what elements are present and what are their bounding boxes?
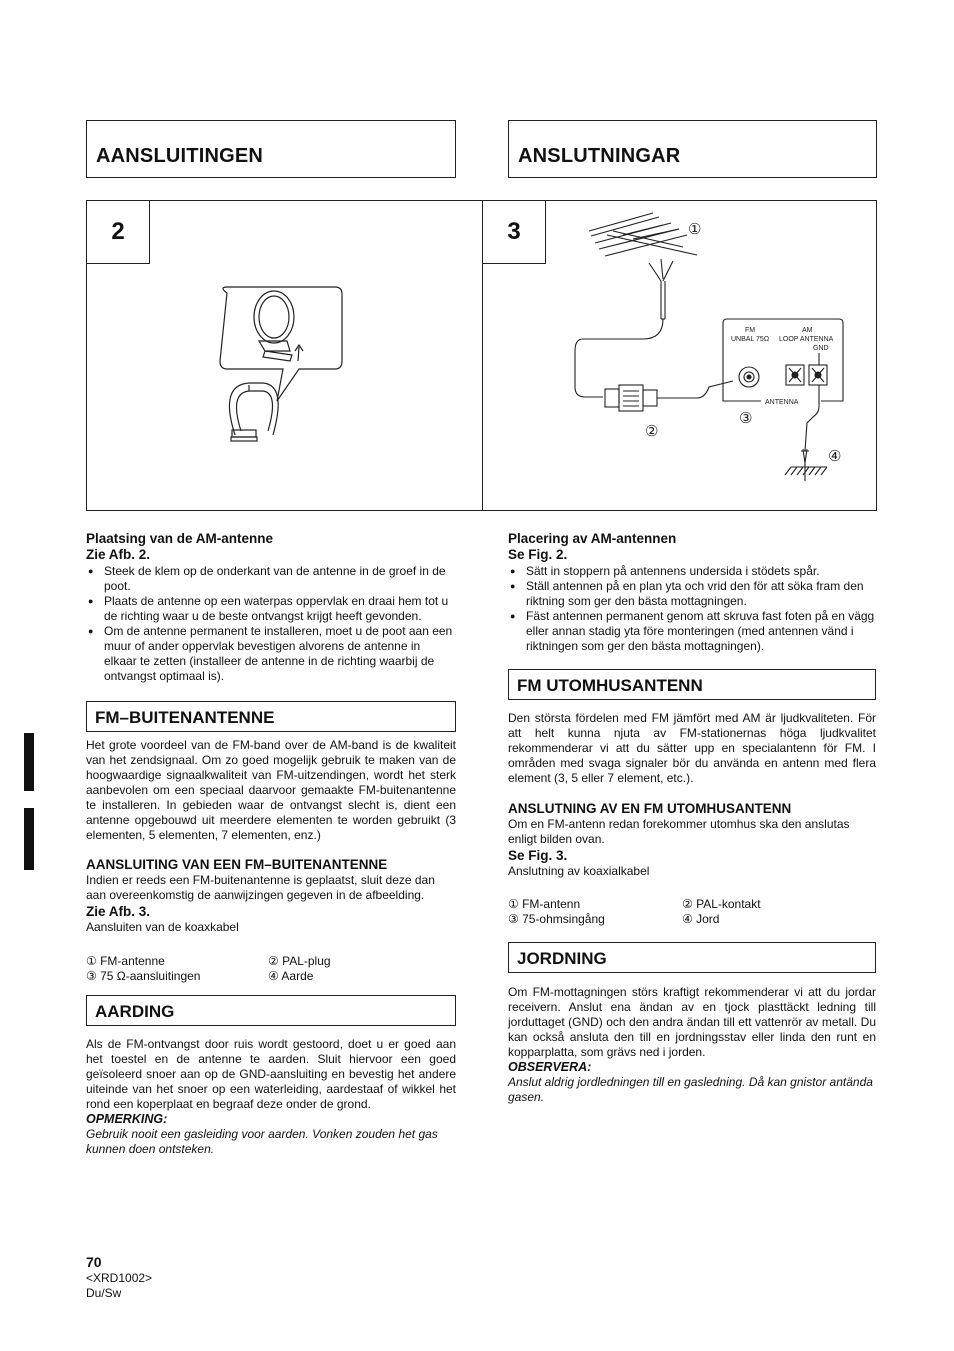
legend-item: ③ 75-ohmsingång <box>508 912 605 926</box>
header-right-box <box>508 120 877 178</box>
right-ground-title: JORDNING <box>517 949 607 968</box>
right-conn-sub: Anslutning av koaxialkabel <box>508 864 650 878</box>
callout-2: ② <box>645 423 659 440</box>
callout-3: ③ <box>739 410 753 427</box>
left-ground-title-box <box>86 995 456 1026</box>
left-conn-text: Indien er reeds een FM-buitenantenne is geplaatst, sluit deze dan aan overeenkomstig de aanwijzingen gegeven in de afbeelding. <box>86 873 435 902</box>
callout-4: ④ <box>828 448 842 465</box>
am-loop-antenna-illustration <box>87 201 482 510</box>
left-fm-title: FM–BUITENANTENNE <box>95 708 275 727</box>
left-connection-section <box>86 857 456 935</box>
left-fm-title-box <box>86 701 456 732</box>
panel-am-label: AM <box>802 327 813 334</box>
right-fm-title-box <box>508 669 876 700</box>
legend-item: ④ Aarde <box>268 969 314 983</box>
left-am-ref: Zie Afb. 2. <box>86 547 151 562</box>
figure-2-number: 2 <box>87 201 150 264</box>
right-note-label: OBSERVERA: <box>508 1060 592 1074</box>
panel-gnd-label: GND <box>813 345 829 352</box>
page-number: 70 <box>86 1254 102 1270</box>
figure-3-number: 3 <box>483 201 546 264</box>
right-ground-text: Om FM-mottagningen störs kraftigt rekommenderar vi att du jordar receivern. Anslut ena ändan av en tjock plasttäckt ledning till jorduttaget (GND) och den andra ändan till ett vattenrör av metall. Du kan också ansluta den till en jordningsstav eller linda den runt en kopparplatta, som grävs ned i jorden. <box>508 985 876 1059</box>
panel-unbal-label: UNBAL 75Ω <box>731 336 770 343</box>
right-connection-section <box>508 801 876 879</box>
right-note-text: Anslut aldrig jordledningen till en gasledning. Då kan gnistor antända gasen. <box>508 1075 873 1104</box>
left-note-label: OPMERKING: <box>86 1112 168 1126</box>
header-left-title: AANSLUITINGEN <box>96 145 264 167</box>
left-conn-heading: AANSLUITING VAN EEN FM–BUITENANTENNE <box>86 857 388 872</box>
right-am-section <box>508 531 877 654</box>
panel-fm-label: FM <box>745 327 756 334</box>
legend-item: ② PAL-plug <box>268 954 331 968</box>
right-ground-section <box>508 985 876 1105</box>
left-conn-ref: Zie Afb. 3. <box>86 904 151 919</box>
list-item: ● Ställ antennen på en plan yta och vrid den för att söka fram den riktning som ger den bästa mottagningen. <box>508 579 877 609</box>
figure-2 <box>86 200 483 511</box>
doc-code: <XRD1002> <box>86 1271 153 1285</box>
left-fm-text: Het grote voordeel van de FM-band over de AM-band is de kwaliteit van het zendsignaal. Om zo goed mogelijk gebruik te maken van de hoogwaardige signaalkwaliteit van FM-uitzendingen, wordt het sterk aanbevolen om een speciaal daarvoor gemaakte FM-buitenantenne te installeren. In gebieden waar de ontvangst slecht is, dient een antenne opgebouwd uit meerdere elementen te worden gebruikt (3 elementen, 5 elementen, 7 elementen, enz.) <box>86 738 456 842</box>
legend-item: ① FM-antenn <box>508 897 581 911</box>
right-ground-title-box <box>508 942 876 973</box>
left-conn-sub: Aansluiten van de koaxkabel <box>86 920 239 934</box>
left-ground-text: Als de FM-ontvangst door ruis wordt gestoord, doet u er goed aan het toestel en de antenne te aarden. Sluit hiervoor een goed geïsoleerd snoer aan op de GND-aansluiting en bevestig het andere uiteinde van het snoer op een waterleiding, aardestaaf of wikkel het rond een koperplaat en begraaf deze onder de grond. <box>86 1037 456 1111</box>
list-item: ● Fäst antennen permanent genom att skruva fast foten på en vägg eller annan stadig yta före monteringen (med antennen vänd i riktningen som ger den bästa mottagningen). <box>508 609 877 654</box>
list-item: ● Steek de klem op de onderkant van de antenne in de groef in de poot. <box>86 564 456 594</box>
right-conn-text: Om en FM-antenn redan forekommer utomhus ska den anslutas enligt bilden ovan. <box>508 817 850 846</box>
left-note-text: Gebruik nooit een gasleiding voor aarden. Vonken zouden het gas kunnen doen ontsteken. <box>86 1127 438 1156</box>
thumb-tab-lower <box>24 808 34 870</box>
footer <box>86 1254 152 1301</box>
callout-1: ① <box>688 221 702 238</box>
left-am-heading: Plaatsing van de AM-antenne <box>86 531 274 546</box>
left-ground-title: AARDING <box>95 1002 175 1021</box>
header-left-box <box>86 120 456 178</box>
right-fm-title: FM UTOMHUSANTENN <box>517 676 703 695</box>
right-fm-text: Den största fördelen med FM jämfört med AM är ljudkvaliteten. För att helt kunna njuta av FM-stationernas höga ljudkvalitet rekommenderar vi att du sätter upp en specialantenn för FM. I områden med svaga signaler bör du använda en antenn med flera element (3, 5 eller 7 element, etc.). <box>508 711 876 785</box>
panel-loop-label: LOOP ANTENNA <box>779 336 834 343</box>
right-am-bullets <box>508 564 877 654</box>
left-am-section <box>86 531 456 684</box>
language-code: Du/Sw <box>86 1286 122 1300</box>
right-am-ref: Se Fig. 2. <box>508 547 568 562</box>
right-legend <box>508 897 876 929</box>
left-ground-section <box>86 1037 456 1157</box>
right-conn-heading: ANSLUTNING AV EN FM UTOMHUSANTENN <box>508 801 792 816</box>
right-am-heading: Placering av AM-antennen <box>508 531 677 546</box>
list-item: ● Plaats de antenne op een waterpas oppervlak en draai hem tot u de richting waar u de beste ontvangst krijgt heeft gevonden. <box>86 594 456 624</box>
list-item: ● Om de antenne permanent te installeren, moet u de poot aan een muur of ander oppervlak bevestigen alvorens de antenne in elkaar te zetten (installeer de antenne in de richting waarbij de ontvangst optimaal is). <box>86 624 456 684</box>
fm-outdoor-antenna-diagram <box>483 201 876 510</box>
right-conn-ref: Se Fig. 3. <box>508 848 568 863</box>
legend-item: ④ Jord <box>682 912 720 926</box>
header-right-title: ANSLUTNINGAR <box>518 145 681 167</box>
legend-item: ① FM-antenne <box>86 954 165 968</box>
thumb-tab-upper <box>24 733 34 791</box>
list-item: ● Sätt in stoppern på antennens undersida i stödets spår. <box>508 564 877 579</box>
left-am-bullets <box>86 564 456 684</box>
legend-item: ③ 75 Ω-aansluitingen <box>86 969 201 983</box>
figure-3 <box>482 200 877 511</box>
left-legend <box>86 954 456 986</box>
panel-antenna-label: ANTENNA <box>765 399 799 406</box>
legend-item: ② PAL-kontakt <box>682 897 761 911</box>
